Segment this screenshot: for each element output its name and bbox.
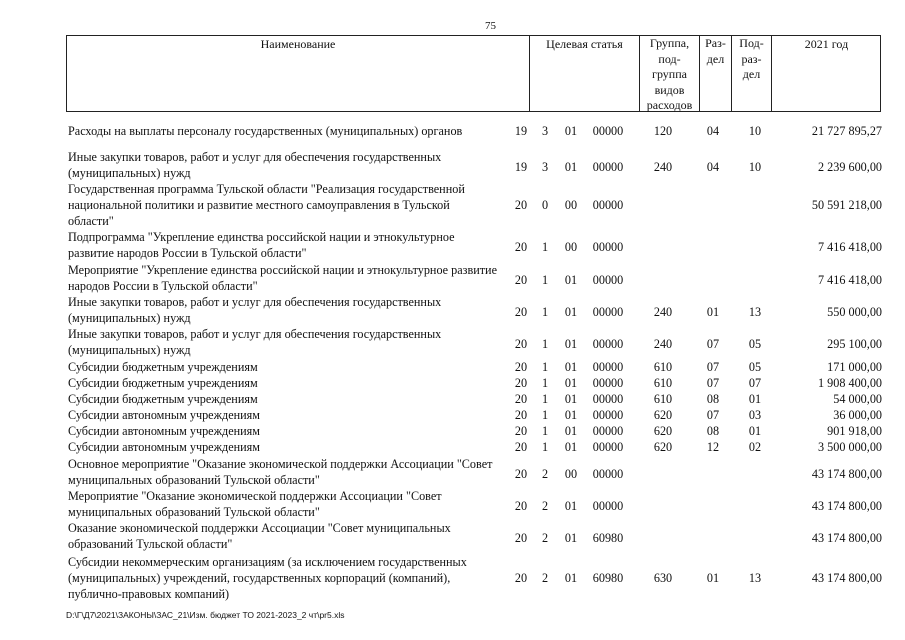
table-header: [66, 35, 881, 112]
row-amount: 3 500 000,00: [818, 440, 882, 454]
header-section: [699, 36, 731, 111]
row-code-d: 00000: [592, 440, 624, 454]
row-code-sub: 13: [748, 571, 762, 585]
row-code-grp: 620: [653, 440, 673, 454]
row-name: Иные закупки товаров, работ и услуг для обеспечения государственных (муниципальных) нужд: [68, 150, 442, 180]
row-code-grp: 630: [653, 571, 673, 585]
row-code-p: 20: [514, 305, 528, 319]
row-code-s: 2: [541, 531, 549, 545]
header-group-line: расходов: [646, 98, 693, 112]
row-amount: 43 174 800,00: [811, 571, 882, 585]
table-row: [66, 520, 886, 552]
row-code-grp: 240: [653, 160, 673, 174]
header-section-line: Раз-: [705, 36, 726, 50]
row-code-m: 01: [564, 360, 578, 374]
row-code-p: 20: [514, 376, 528, 390]
row-amount: 54 000,00: [833, 392, 882, 406]
row-code-s: 1: [541, 376, 549, 390]
header-group-line: Группа,: [649, 36, 690, 50]
row-code-sub: 01: [748, 424, 762, 438]
row-code-sub: 10: [748, 124, 762, 138]
header-group-line: под-: [658, 51, 681, 66]
row-code-sec: 04: [706, 124, 720, 138]
row-name: Оказание экономической поддержки Ассоциации "Совет муниципальных образований Тульской области": [68, 521, 451, 551]
row-name: Расходы на выплаты персоналу государственных (муниципальных) органов: [68, 124, 463, 138]
row-code-grp: 620: [653, 424, 673, 438]
row-code-grp: 610: [653, 360, 673, 374]
row-amount: 171 000,00: [827, 360, 882, 374]
row-code-m: 01: [564, 408, 578, 422]
row-code-s: 2: [541, 571, 549, 585]
table-row: [66, 181, 886, 229]
row-name: Субсидии бюджетным учреждениям: [68, 376, 258, 390]
row-code-m: 00: [564, 467, 578, 481]
row-code-sec: 08: [706, 392, 720, 406]
row-code-d: 00000: [592, 273, 624, 287]
row-amount: 43 174 800,00: [811, 467, 882, 481]
table-row: [66, 229, 886, 261]
row-code-m: 01: [564, 531, 578, 545]
row-amount: 550 000,00: [827, 305, 882, 319]
row-code-s: 1: [541, 392, 549, 406]
row-code-sub: 13: [748, 305, 762, 319]
row-code-grp: 120: [653, 124, 673, 138]
row-code-s: 1: [541, 408, 549, 422]
row-amount: 43 174 800,00: [811, 531, 882, 545]
row-code-s: 3: [541, 124, 549, 138]
row-amount: 36 000,00: [833, 408, 882, 422]
row-code-m: 01: [564, 392, 578, 406]
row-code-sub: 10: [748, 160, 762, 174]
row-code-s: 1: [541, 273, 549, 287]
row-name: Государственная программа Тульской области "Реализация государственной национальной политики и развитие местного самоуправления в Тульской области": [68, 182, 465, 228]
header-subsection-line: раз-: [741, 51, 762, 66]
row-code-s: 1: [541, 305, 549, 319]
row-code-d: 00000: [592, 240, 624, 254]
row-code-m: 00: [564, 240, 578, 254]
table-row: [66, 488, 886, 520]
header-target-label: Целевая статья: [546, 37, 623, 51]
row-code-d: 00000: [592, 198, 624, 212]
row-code-grp: 610: [653, 376, 673, 390]
row-amount: 2 239 600,00: [818, 160, 882, 174]
row-code-p: 20: [514, 360, 528, 374]
row-code-d: 00000: [592, 467, 624, 481]
header-year-label: 2021 год: [804, 37, 849, 51]
header-name-label: Наименование: [260, 37, 336, 51]
row-name: Мероприятие "Оказание экономической поддержки Ассоциации "Совет муниципальных образований Тульской области": [68, 489, 442, 519]
row-code-d: 00000: [592, 424, 624, 438]
row-code-s: 1: [541, 424, 549, 438]
row-code-sec: 08: [706, 424, 720, 438]
table-row: [66, 149, 886, 181]
row-amount: 21 727 895,27: [811, 124, 882, 138]
row-name: Субсидии бюджетным учреждениям: [68, 360, 258, 374]
row-name: Субсидии автономным учреждениям: [68, 408, 260, 422]
row-code-p: 20: [514, 240, 528, 254]
header-target: [529, 36, 639, 111]
row-code-grp: 240: [653, 337, 673, 351]
table-row: [66, 407, 886, 423]
table-row: [66, 262, 886, 294]
row-name: Мероприятие "Укрепление единства российской нации и этнокультурное развитие народов России в Тульской области": [68, 263, 497, 293]
row-code-m: 01: [564, 305, 578, 319]
table-row: [66, 456, 886, 488]
row-code-sec: 07: [706, 376, 720, 390]
row-code-sec: 07: [706, 408, 720, 422]
table-row: [66, 554, 886, 602]
table-row: [66, 123, 886, 139]
row-code-m: 01: [564, 440, 578, 454]
row-amount: 1 908 400,00: [818, 376, 882, 390]
row-amount: 901 918,00: [827, 424, 882, 438]
row-code-d: 00000: [592, 305, 624, 319]
row-code-s: 1: [541, 440, 549, 454]
row-code-s: 1: [541, 360, 549, 374]
row-code-s: 2: [541, 499, 549, 513]
row-amount: 43 174 800,00: [811, 499, 882, 513]
row-code-d: 00000: [592, 160, 624, 174]
row-code-p: 20: [514, 408, 528, 422]
row-name: Основное мероприятие "Оказание экономической поддержки Ассоциации "Совет муниципальных образований Тульской области": [68, 457, 493, 487]
row-code-sub: 02: [748, 440, 762, 454]
row-code-d: 00000: [592, 360, 624, 374]
row-code-m: 01: [564, 273, 578, 287]
row-code-p: 19: [514, 124, 528, 138]
table-row: [66, 359, 886, 375]
page-number: 75: [485, 20, 496, 32]
row-amount: 7 416 418,00: [818, 273, 882, 287]
row-code-sub: 01: [748, 392, 762, 406]
row-code-p: 20: [514, 571, 528, 585]
row-code-sub: 03: [748, 408, 762, 422]
row-code-d: 60980: [592, 531, 624, 545]
table-row: [66, 391, 886, 407]
row-amount: 295 100,00: [827, 337, 882, 351]
file-path: D:\Г\Д7\2021\ЗАКОНЫ\ЗАС_21\Изм. бюджет ТО 2021-2023_2 чт\pr5.xls: [66, 610, 345, 620]
row-code-m: 01: [564, 124, 578, 138]
row-name: Субсидии автономным учреждениям: [68, 440, 260, 454]
row-code-p: 20: [514, 499, 528, 513]
row-code-p: 20: [514, 337, 528, 351]
row-name: Субсидии автономным учреждениям: [68, 424, 260, 438]
table-row: [66, 326, 886, 358]
row-name: Субсидии некоммерческим организациям (за исключением государственных (муниципальных) учреждений, государственных корпораций (компаний), публично-правовых компаний): [68, 555, 467, 601]
row-code-d: 00000: [592, 408, 624, 422]
row-code-sec: 07: [706, 337, 720, 351]
row-code-s: 2: [541, 467, 549, 481]
row-code-m: 01: [564, 160, 578, 174]
row-code-sub: 05: [748, 360, 762, 374]
row-code-grp: 610: [653, 392, 673, 406]
row-code-m: 01: [564, 337, 578, 351]
row-code-sec: 07: [706, 360, 720, 374]
row-code-grp: 240: [653, 305, 673, 319]
row-code-p: 20: [514, 424, 528, 438]
table-row: [66, 294, 886, 326]
header-subsection-line: дел: [742, 67, 761, 81]
header-group-line: видов: [654, 82, 685, 97]
row-code-sec: 01: [706, 571, 720, 585]
table-row: [66, 439, 886, 455]
row-name: Иные закупки товаров, работ и услуг для обеспечения государственных (муниципальных) нужд: [68, 327, 442, 357]
header-group: [639, 36, 699, 111]
row-code-d: 00000: [592, 392, 624, 406]
row-code-p: 19: [514, 160, 528, 174]
row-code-p: 20: [514, 531, 528, 545]
row-code-m: 00: [564, 198, 578, 212]
row-name: Субсидии бюджетным учреждениям: [68, 392, 258, 406]
row-code-d: 00000: [592, 337, 624, 351]
row-code-sec: 01: [706, 305, 720, 319]
header-year: [771, 36, 881, 111]
row-code-d: 00000: [592, 124, 624, 138]
row-code-s: 1: [541, 240, 549, 254]
row-code-p: 20: [514, 273, 528, 287]
row-name: Иные закупки товаров, работ и услуг для обеспечения государственных (муниципальных) нужд: [68, 295, 442, 325]
row-code-m: 01: [564, 499, 578, 513]
row-code-m: 01: [564, 424, 578, 438]
row-amount: 7 416 418,00: [818, 240, 882, 254]
header-section-line: дел: [706, 51, 725, 66]
header-group-line: группа: [652, 67, 687, 81]
row-name: Подпрограмма "Укрепление единства российской нации и этнокультурное развитие народов России в Тульской области": [68, 230, 455, 260]
row-code-p: 20: [514, 467, 528, 481]
row-code-grp: 620: [653, 408, 673, 422]
row-code-sec: 04: [706, 160, 720, 174]
header-subsection-line: Под-: [739, 36, 764, 50]
row-code-d: 60980: [592, 571, 624, 585]
header-subsection: [731, 36, 771, 111]
row-code-d: 00000: [592, 376, 624, 390]
row-code-sec: 12: [706, 440, 720, 454]
row-code-s: 0: [541, 198, 549, 212]
header-name: [67, 36, 529, 111]
row-code-m: 01: [564, 571, 578, 585]
row-code-sub: 07: [748, 376, 762, 390]
row-code-s: 3: [541, 160, 549, 174]
row-code-d: 00000: [592, 499, 624, 513]
table-row: [66, 375, 886, 391]
table-row: [66, 423, 886, 439]
row-code-p: 20: [514, 198, 528, 212]
row-code-p: 20: [514, 440, 528, 454]
row-code-sub: 05: [748, 337, 762, 351]
row-code-s: 1: [541, 337, 549, 351]
row-code-m: 01: [564, 376, 578, 390]
row-amount: 50 591 218,00: [811, 198, 882, 212]
row-code-p: 20: [514, 392, 528, 406]
